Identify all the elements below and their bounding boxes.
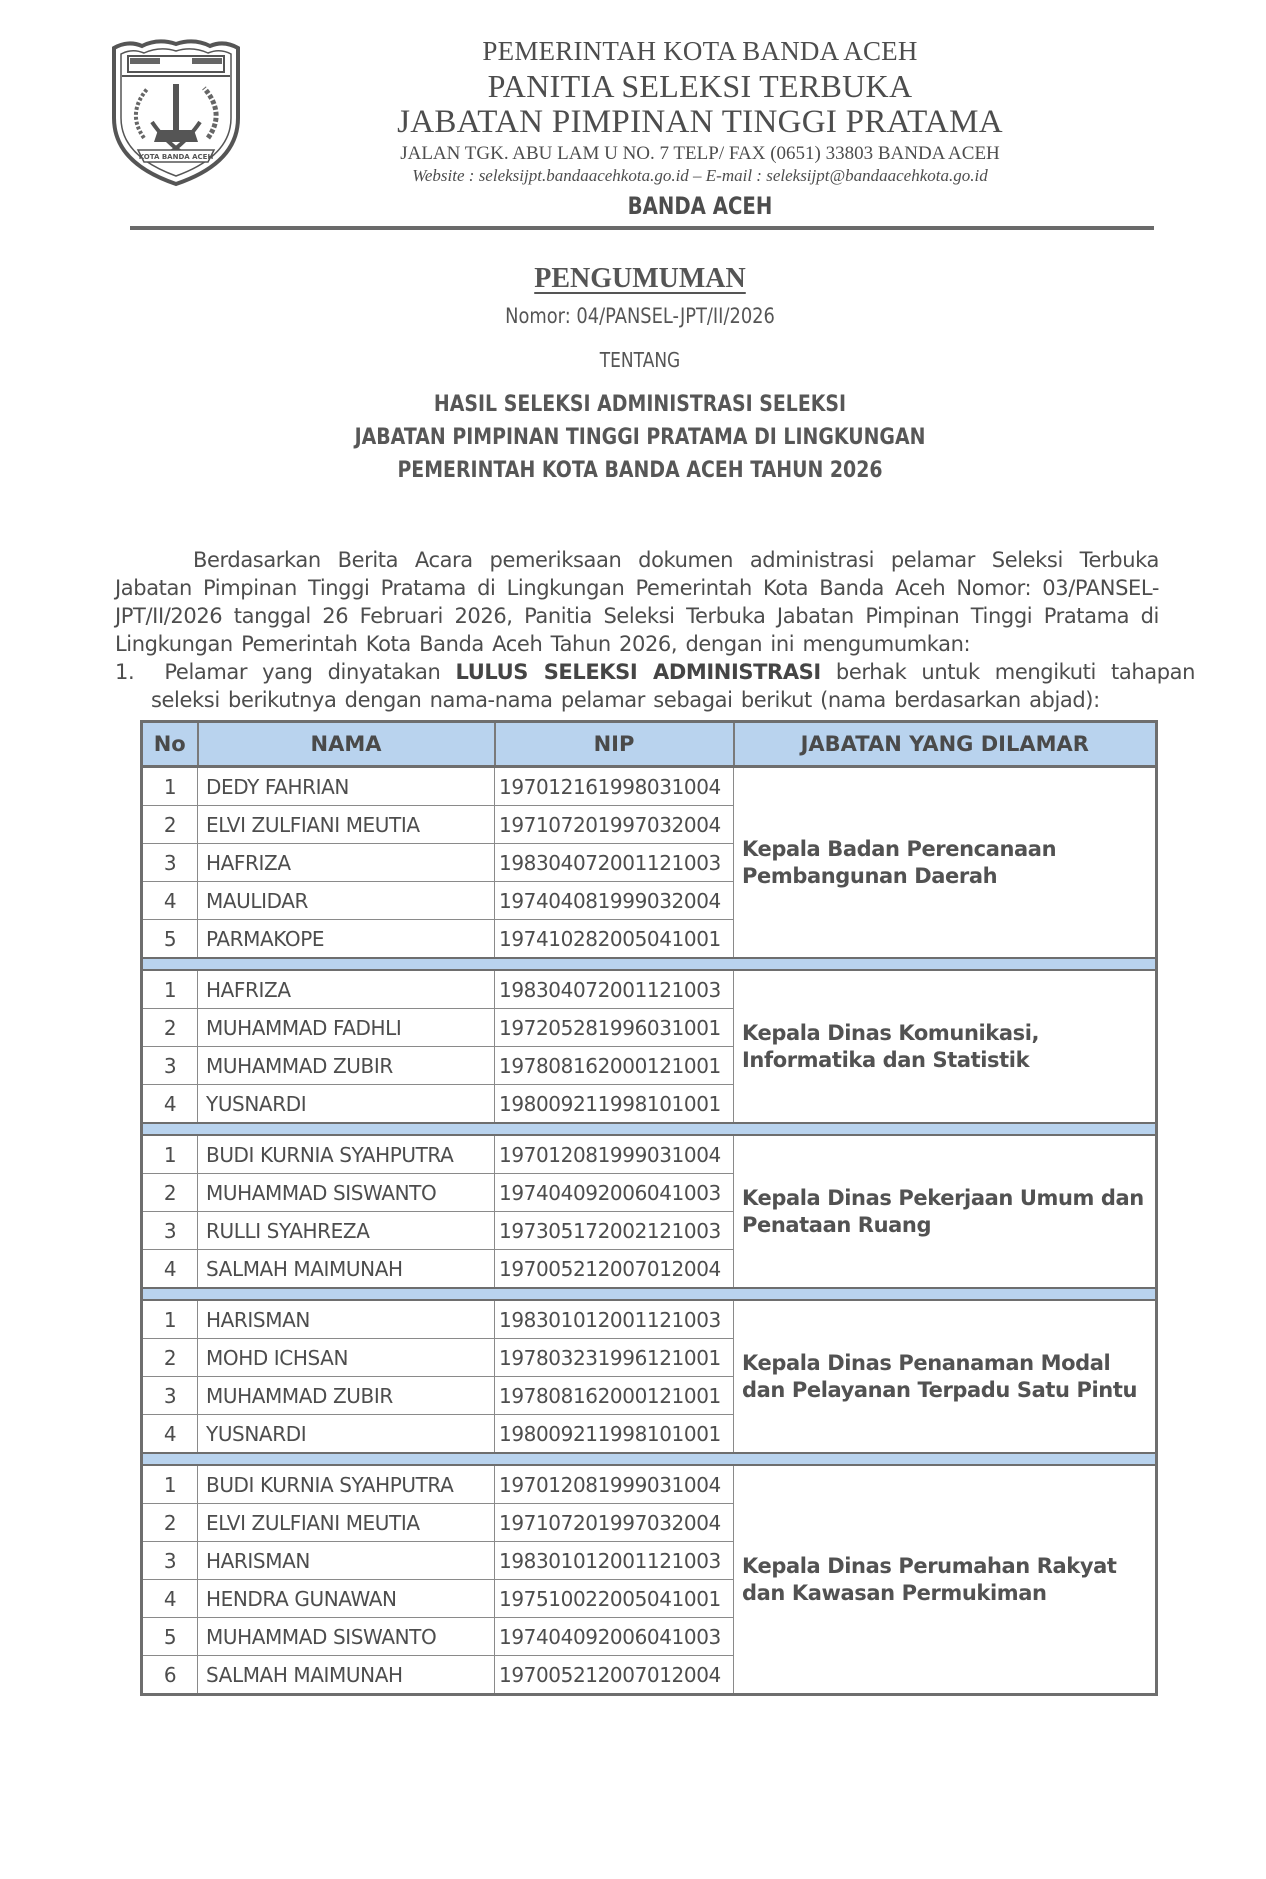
cell-nama: ELVI ZULFIANI MEUTIA bbox=[198, 1504, 495, 1542]
cell-nama: PARMAKOPE bbox=[198, 920, 495, 959]
cell-nip: 197005212007012004 bbox=[495, 1250, 734, 1289]
column-header-no: No bbox=[142, 722, 198, 767]
document-number: Nomor: 04/PANSEL-JPT/II/2026 bbox=[505, 304, 775, 328]
cell-nama: MOHD ICHSAN bbox=[198, 1339, 495, 1377]
cell-nama: MUHAMMAD SISWANTO bbox=[198, 1618, 495, 1656]
cell-nama: HARISMAN bbox=[198, 1542, 495, 1580]
group-separator-row bbox=[142, 1288, 1157, 1300]
letterhead-address: JALAN TGK. ABU LAM U NO. 7 TELP/ FAX (0651) 33803 BANDA ACEH bbox=[400, 143, 1000, 164]
cell-nama: HENDRA GUNAWAN bbox=[198, 1580, 495, 1618]
cell-no: 3 bbox=[142, 1377, 198, 1415]
cell-nip: 198009211998101001 bbox=[495, 1085, 734, 1124]
cell-no: 1 bbox=[142, 1465, 198, 1504]
cell-nip: 197808162000121001 bbox=[495, 1047, 734, 1085]
cell-nama: MUHAMMAD SISWANTO bbox=[198, 1174, 495, 1212]
intro-paragraph: Berdasarkan Berita Acara pemeriksaan dokumen administrasi pelamar Seleksi Terbuka Jabatan Pimpinan Tinggi Pratama di Lingkungan Pemerintah Kota Banda Aceh Nomor: 03/PANSEL-JPT/II/2026 tanggal 26 Februari 2026, Panitia Seleksi Terbuka Jabatan Pimpinan Tinggi Pratama di Lingkungan Pemerintah Kota Banda Aceh Tahun 2026, dengan ini mengumumkan: bbox=[115, 548, 1159, 656]
cell-nip: 197808162000121001 bbox=[495, 1377, 734, 1415]
cell-no: 2 bbox=[142, 1504, 198, 1542]
cell-nama: DEDY FAHRIAN bbox=[198, 767, 495, 806]
cell-no: 5 bbox=[142, 920, 198, 959]
cell-no: 4 bbox=[142, 1580, 198, 1618]
cell-nama: HAFRIZA bbox=[198, 844, 495, 882]
cell-jabatan: Kepala Dinas Penanaman Modal dan Pelayanan Terpadu Satu Pintu bbox=[734, 1300, 1157, 1453]
cell-no: 4 bbox=[142, 1085, 198, 1124]
cell-nama: HARISMAN bbox=[198, 1300, 495, 1339]
cell-no: 1 bbox=[142, 1135, 198, 1174]
cell-nama: YUSNARDI bbox=[198, 1415, 495, 1454]
cell-nip: 197305172002121003 bbox=[495, 1212, 734, 1250]
cell-nip: 197005212007012004 bbox=[495, 1656, 734, 1695]
table-body bbox=[142, 767, 1157, 1695]
letterhead-government: PEMERINTAH KOTA BANDA ACEH bbox=[482, 36, 918, 66]
cell-nip: 197404092006041003 bbox=[495, 1174, 734, 1212]
cell-nip: 197803231996121001 bbox=[495, 1339, 734, 1377]
cell-nama: BUDI KURNIA SYAHPUTRA bbox=[198, 1135, 495, 1174]
cell-no: 3 bbox=[142, 1047, 198, 1085]
cell-nip: 197510022005041001 bbox=[495, 1580, 734, 1618]
cell-nama: HAFRIZA bbox=[198, 970, 495, 1009]
cell-nama: MUHAMMAD ZUBIR bbox=[198, 1047, 495, 1085]
group-separator-row bbox=[142, 958, 1157, 970]
cell-no: 1 bbox=[142, 1300, 198, 1339]
cell-no: 4 bbox=[142, 1415, 198, 1454]
group-separator bbox=[142, 1123, 1157, 1135]
table-header-row bbox=[142, 722, 1157, 767]
column-header-nama: NAMA bbox=[198, 722, 495, 767]
table-row bbox=[142, 1465, 1157, 1504]
group-separator-row bbox=[142, 1453, 1157, 1465]
cell-jabatan: Kepala Dinas Perumahan Rakyat dan Kawasan Permukiman bbox=[734, 1465, 1157, 1695]
group-separator bbox=[142, 958, 1157, 970]
letterhead-contact: Website : seleksijpt.bandaacehkota.go.id – E-mail : seleksijpt@bandaacehkota.go.id bbox=[412, 166, 988, 185]
table-row bbox=[142, 767, 1157, 806]
table-row bbox=[142, 1135, 1157, 1174]
list-item-number: 1. bbox=[115, 660, 135, 684]
cell-no: 2 bbox=[142, 1009, 198, 1047]
document-regarding: TENTANG bbox=[599, 348, 681, 372]
document-subject bbox=[193, 388, 1087, 487]
cell-nip: 198304072001121003 bbox=[495, 844, 734, 882]
letterhead-position: JABATAN PIMPINAN TINGGI PRATAMA bbox=[397, 104, 1003, 140]
subject-line: PEMERINTAH KOTA BANDA ACEH TAHUN 2026 bbox=[397, 458, 883, 483]
cell-no: 1 bbox=[142, 767, 198, 806]
letterhead-city: BANDA ACEH bbox=[627, 192, 773, 220]
cell-no: 3 bbox=[142, 844, 198, 882]
cell-no: 2 bbox=[142, 1339, 198, 1377]
cell-nip: 197404081999032004 bbox=[495, 882, 734, 920]
cell-nama: SALMAH MAIMUNAH bbox=[198, 1656, 495, 1695]
results-table bbox=[140, 720, 1158, 1696]
cell-nama: YUSNARDI bbox=[198, 1085, 495, 1124]
letterhead-committee: PANITIA SELEKSI TERBUKA bbox=[487, 68, 913, 104]
cell-jabatan: Kepala Dinas Pekerjaan Umum dan Penataan Ruang bbox=[734, 1135, 1157, 1288]
cell-no: 2 bbox=[142, 806, 198, 844]
subject-line: HASIL SELEKSI ADMINISTRASI SELEKSI bbox=[433, 392, 847, 417]
letterhead-divider bbox=[130, 226, 1154, 230]
column-header-jabatan: JABATAN YANG DILAMAR bbox=[734, 722, 1157, 767]
subject-line: JABATAN PIMPINAN TINGGI PRATAMA DI LINGKUNGAN bbox=[354, 425, 926, 450]
cell-nip: 197012081999031004 bbox=[495, 1465, 734, 1504]
cell-nip: 198009211998101001 bbox=[495, 1415, 734, 1454]
cell-jabatan: Kepala Dinas Komunikasi, Informatika dan Statistik bbox=[734, 970, 1157, 1123]
table-row bbox=[142, 1300, 1157, 1339]
cell-nip: 197205281996031001 bbox=[495, 1009, 734, 1047]
cell-no: 3 bbox=[142, 1212, 198, 1250]
cell-no: 5 bbox=[142, 1618, 198, 1656]
cell-nama: RULLI SYAHREZA bbox=[198, 1212, 495, 1250]
cell-nama: MUHAMMAD FADHLI bbox=[198, 1009, 495, 1047]
cell-nip: 198301012001121003 bbox=[495, 1300, 734, 1339]
cell-nip: 197107201997032004 bbox=[495, 1504, 734, 1542]
cell-nip: 197012081999031004 bbox=[495, 1135, 734, 1174]
column-header-nip: NIP bbox=[495, 722, 734, 767]
cell-nama: ELVI ZULFIANI MEUTIA bbox=[198, 806, 495, 844]
cell-jabatan: Kepala Badan Perencanaan Pembangunan Daerah bbox=[734, 767, 1157, 959]
list-item-text-after: berhak untuk mengikuti tahapan seleksi berikutnya dengan nama-nama pelamar sebagai berikut (nama berdasarkan abjad): bbox=[151, 660, 1196, 712]
cell-nip: 198304072001121003 bbox=[495, 970, 734, 1009]
cell-nip: 197107201997032004 bbox=[495, 806, 734, 844]
cell-nip: 197012161998031004 bbox=[495, 767, 734, 806]
cell-no: 4 bbox=[142, 1250, 198, 1289]
group-separator bbox=[142, 1453, 1157, 1465]
cell-no: 4 bbox=[142, 882, 198, 920]
group-separator-row bbox=[142, 1123, 1157, 1135]
document-title: PENGUMUMAN bbox=[534, 263, 746, 294]
cell-nama: MUHAMMAD ZUBIR bbox=[198, 1377, 495, 1415]
list-item-text-before: Pelamar yang dinyatakan bbox=[164, 660, 456, 684]
cell-nama: SALMAH MAIMUNAH bbox=[198, 1250, 495, 1289]
cell-nama: BUDI KURNIA SYAHPUTRA bbox=[198, 1465, 495, 1504]
cell-nip: 197404092006041003 bbox=[495, 1618, 734, 1656]
cell-no: 2 bbox=[142, 1174, 198, 1212]
svg-text:KOTA BANDA ACEH: KOTA BANDA ACEH bbox=[138, 153, 214, 161]
cell-no: 1 bbox=[142, 970, 198, 1009]
cell-no: 3 bbox=[142, 1542, 198, 1580]
cell-nip: 197410282005041001 bbox=[495, 920, 734, 959]
cell-nip: 198301012001121003 bbox=[495, 1542, 734, 1580]
table-row bbox=[142, 970, 1157, 1009]
cell-no: 6 bbox=[142, 1656, 198, 1695]
group-separator bbox=[142, 1288, 1157, 1300]
cell-nama: MAULIDAR bbox=[198, 882, 495, 920]
banda-aceh-coat-of-arms-logo bbox=[108, 38, 244, 188]
list-item-1 bbox=[115, 658, 1195, 714]
list-item-emphasis: LULUS SELEKSI ADMINISTRASI bbox=[455, 660, 821, 684]
